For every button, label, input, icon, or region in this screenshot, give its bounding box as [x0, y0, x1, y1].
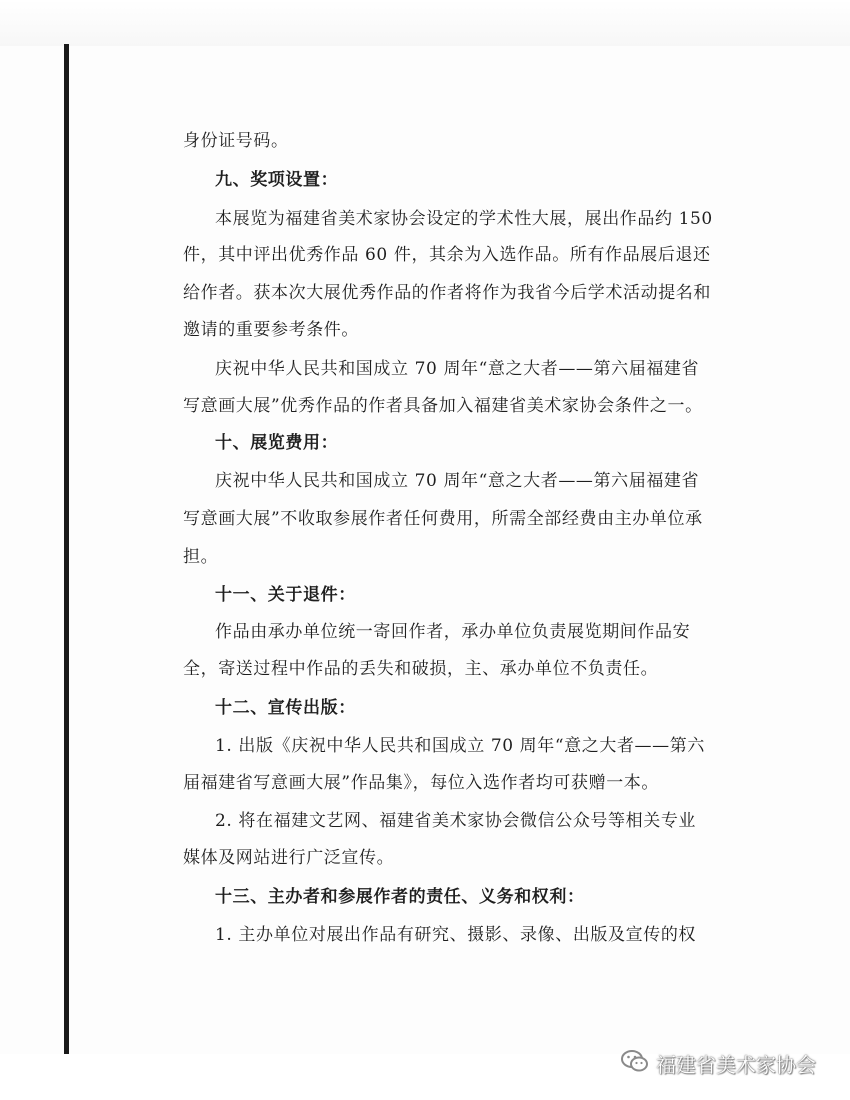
document-line: 1. 出版《庆祝中华人民共和国成立 70 周年“意之大者——第六: [215, 736, 705, 756]
document-line: 身份证号码。: [183, 131, 289, 151]
document-line: 届福建省写意画大展”作品集》，每位入选作者均可获赠一本。: [183, 773, 659, 793]
document-line: 邀请的重要参考条件。: [183, 320, 359, 340]
section-heading-10: 十、展览费用：: [215, 433, 339, 453]
document-line: 给作者。获本次大展优秀作品的作者将作为我省今后学术活动提名和: [183, 283, 711, 303]
document-line: 写意画大展”优秀作品的作者具备加入福建省美术家协会条件之一。: [183, 396, 703, 416]
watermark-text: 福建省美术家协会: [656, 1052, 816, 1077]
document-line: 2. 将在福建文艺网、福建省美术家协会微信公众号等相关专业: [215, 811, 697, 831]
section-heading-12: 十二、宣传出版：: [215, 698, 356, 718]
document-line: 庆祝中华人民共和国成立 70 周年“意之大者——第六届福建省: [215, 359, 700, 379]
section-heading-9: 九、奖项设置：: [215, 170, 339, 190]
document-line: 1. 主办单位对展出作品有研究、摄影、录像、出版及宣传的权: [215, 925, 697, 945]
section-heading-11: 十一、关于退件：: [215, 585, 356, 605]
document-line: 媒体及网站进行广泛宣传。: [183, 848, 395, 868]
watermark: [620, 1046, 816, 1080]
document-line: 全，寄送过程中作品的丢失和破损，主、承办单位不负责任。: [183, 659, 659, 679]
document-line: 作品由承办单位统一寄回作者，承办单位负责展览期间作品安: [215, 622, 691, 642]
document-line: 写意画大展”不收取参展作者任何费用，所需全部经费由主办单位承: [183, 509, 703, 529]
section-heading-13: 十三、主办者和参展作者的责任、义务和权利：: [215, 887, 585, 907]
document-line: 担。: [183, 547, 219, 567]
document-line: 庆祝中华人民共和国成立 70 周年“意之大者——第六届福建省: [215, 471, 700, 491]
wechat-icon: [620, 1049, 656, 1078]
document-line: 件，其中评出优秀作品 60 件，其余为入选作品。所有作品展后退还: [183, 245, 711, 265]
document-line: 本展览为福建省美术家协会设定的学术性大展，展出作品约 150: [215, 209, 713, 229]
